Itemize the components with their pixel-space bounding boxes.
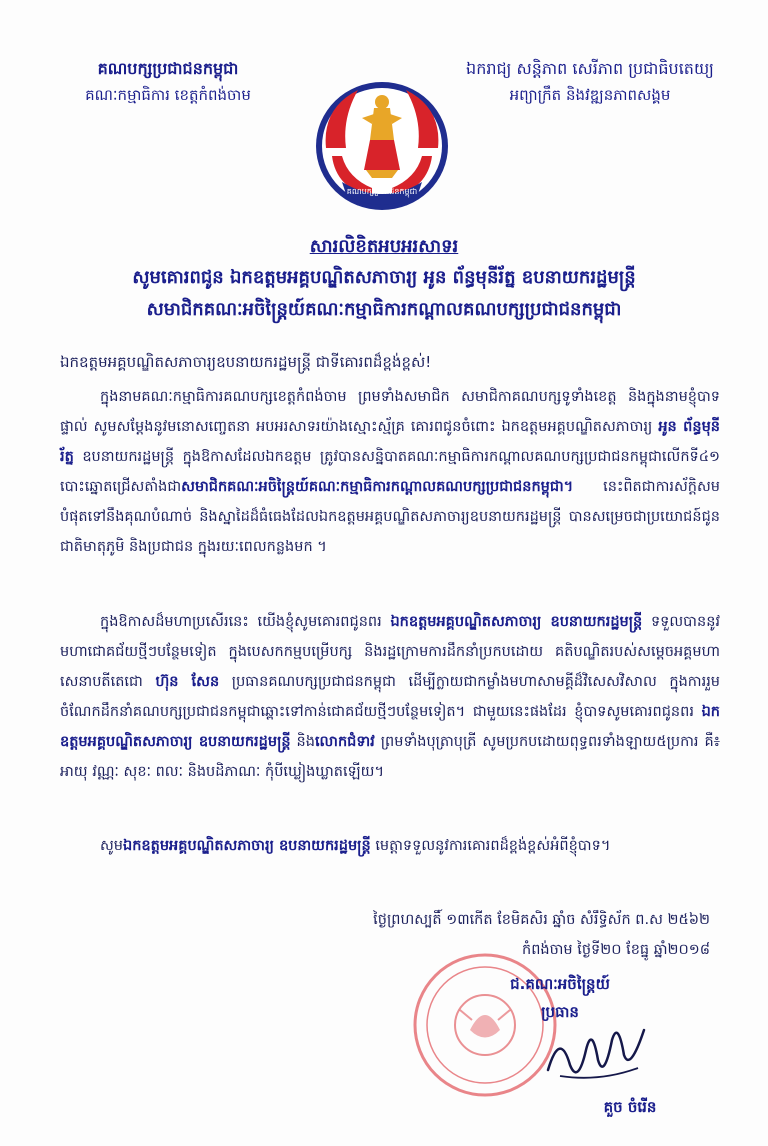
salutation: ឯកឧត្តមអគ្គបណ្ឌិតសភាចារ្យឧបនាយករដ្ឋមន្ត្រី ជាទីគោរពដ៏ខ្ពង់ខ្ពស់! <box>60 353 432 371</box>
party-logo <box>302 78 462 218</box>
p3-text-1: សូម <box>100 838 124 854</box>
p3-text-2: មេត្តាទទួលនូវការគោរពដ៏ខ្ពង់ខ្ពស់អំពីខ្ញុំបាទ។ <box>375 838 611 854</box>
handwritten-signature <box>540 1010 650 1090</box>
paragraph-2 <box>60 607 720 787</box>
p1-position: សមាជិកគណៈអចិន្ត្រៃយ៍គណៈកម្មាធិការកណ្តាលគណបក្សប្រជាជនកម្ពុជា។ <box>181 479 574 495</box>
committee-name: គណៈកម្មាធិការ ខេត្តកំពង់ចាម <box>85 86 251 104</box>
p2-text-1: ក្នុងឱកាសដ៏មហាប្រសើរនេះ យើងខ្ញុំសូមគោរពជូនពរ <box>100 614 382 630</box>
p1-recipient-name: អូន ព័ន្ធមុនីរ័ត្ន <box>60 419 720 465</box>
lunar-date: ថ្ងៃព្រហស្បតិ៍ ១៣កើត ខែមិគសិរ ឆ្នាំច សំរឹទ្ធិស័ក ព.ស ២៥៦២ <box>373 912 710 928</box>
recipient-line: សូមគោរពជូន ឯកឧត្តមអគ្គបណ្ឌិតសភាចារ្យ អូន ព័ន្ធមុនីរ័ត្ន ឧបនាយករដ្ឋមន្ត្រី <box>132 267 636 288</box>
p2-bold-4: លោកជំទាវ <box>314 734 375 750</box>
p1-text-2: ឧបនាយករដ្ឋមន្ត្រី ក្នុងឱកាសដែលឯកឧត្តម ត្រូវបានសន្និបាតគណៈកម្មាធិការកណ្តាលគណបក្សប្រជាជនកម្ពុជាលើកទី៤១ បោះឆ្នោតជ្រើសតាំងជា <box>60 449 720 495</box>
solar-date: កំពង់ចាម ថ្ងៃទី២០ ខែធ្នូ ឆ្នាំ២០១៨ <box>522 942 710 958</box>
p2-text-3: ប្រធានគណបក្សប្រជាជនកម្ពុជា ដើម្បីក្លាយជាកម្លាំងមហាសាមគ្គីដ៏វិសេសវិសាល ក្នុងការរួមចំណែកដឹកនាំគណបក្សប្រជាជនកម្ពុជាឆ្ពោះទៅកាន់ជោគជ័យថ្មីៗបន្ថែមទៀត។ ជាមួយនេះផងដែរ ខ្ញុំបាទសូមគោរពជូនពរ <box>60 674 720 720</box>
paragraph-1 <box>60 382 720 562</box>
signer-title: ជ.គណៈអចិន្ត្រៃយ៍ <box>510 975 610 993</box>
party-name: គណបក្សប្រជាជនកម្ពុជា <box>97 59 239 78</box>
p3-bold-1: ឯកឧត្តមអគ្គបណ្ឌិតសភាចារ្យ ឧបនាយករដ្ឋមន្ត្រី <box>123 838 371 854</box>
logo-banner-text: គណបក្សប្រជាជនកម្ពុជា <box>346 187 418 196</box>
p1-text-1: ក្នុងនាមគណៈកម្មាធិការគណបក្សខេត្តកំពង់ចាម ព្រមទាំងសមាជិក សមាជិកាគណបក្សទូទាំងខេត្ត និងក្នុងនាមខ្ញុំបាទផ្ទាល់ សូមសម្តែងនូវមនោសញ្ចេតនា អបអរសាទរយ៉ាងស្មោះស្ម័គ្រ គោរពជូនចំពោះ ឯកឧត្តមអគ្គបណ្ឌិតសភាចារ្យ <box>60 389 720 435</box>
p2-bold-1: ឯកឧត្តមអគ្គបណ្ឌិតសភាចារ្យ ឧបនាយករដ្ឋមន្ត្រី <box>390 614 643 630</box>
p2-text-2: ទទួលបាននូវមហាជោគជ័យថ្មីៗបន្ថែមទៀត ក្នុងបេសកកម្មបម្រើបក្ស និងរដ្ឋក្រោមការដឹកនាំប្រកបដោយ គតិបណ្ឌិតរបស់សម្តេចអគ្គមហាសេនាបតីតេជោ <box>60 614 720 690</box>
letter-title: សារលិខិតអបអរសាទរ <box>309 236 459 257</box>
letter-title-block <box>40 232 728 326</box>
motto-line-2: អព្យាក្រឹត និងវឌ្ឍនភាពសង្គម <box>509 86 671 104</box>
motto-line-1: ឯករាជ្យ សន្តិភាព សេរីភាព ប្រជាធិបតេយ្យ <box>466 59 714 78</box>
signer-role: ប្រធាន <box>541 1003 579 1021</box>
p2-bold-2: ហ៊ុន សែន <box>155 674 220 690</box>
paragraph-3 <box>60 831 720 861</box>
signer-name: គួច ចំរើន <box>603 1098 657 1116</box>
p2-bold-3: ឯកឧត្តមអគ្គបណ្ឌិតសភាចារ្យ ឧបនាយករដ្ឋមន្ត្រី <box>60 704 720 750</box>
p2-text-4: និង <box>296 734 315 750</box>
national-motto <box>450 56 730 108</box>
recipient-position: សមាជិកគណៈអចិន្ត្រៃយ៍គណៈកម្មាធិការកណ្តាលគណបក្សប្រជាជនកម្ពុជា <box>146 299 622 320</box>
p2-text-5: ព្រមទាំងបុត្រាបុត្រី សូមប្រកបដោយពុទ្ធពរទាំងឡាយ៥ប្រការ គឺ៖ អាយុ វណ្ណៈ សុខៈ ពលៈ និងបដិភាណៈ កុំបីឃ្លៀងឃ្លាតឡើយ។ <box>60 734 721 780</box>
party-header <box>48 56 288 108</box>
p1-text-3: នេះពិតជាការស័ក្តិសមបំផុតទៅនឹងគុណបំណាច់ និងស្នាដៃដ៏ធំធេងដែលឯកឧត្តមអគ្គបណ្ឌិតសភាចារ្យឧបនាយករដ្ឋមន្ត្រី បានសម្រេចជាប្រយោជន៍ជូនជាតិមាតុភូមិ និងប្រជាជន ក្នុងរយៈពេលកន្លងមក ។ <box>60 479 720 555</box>
